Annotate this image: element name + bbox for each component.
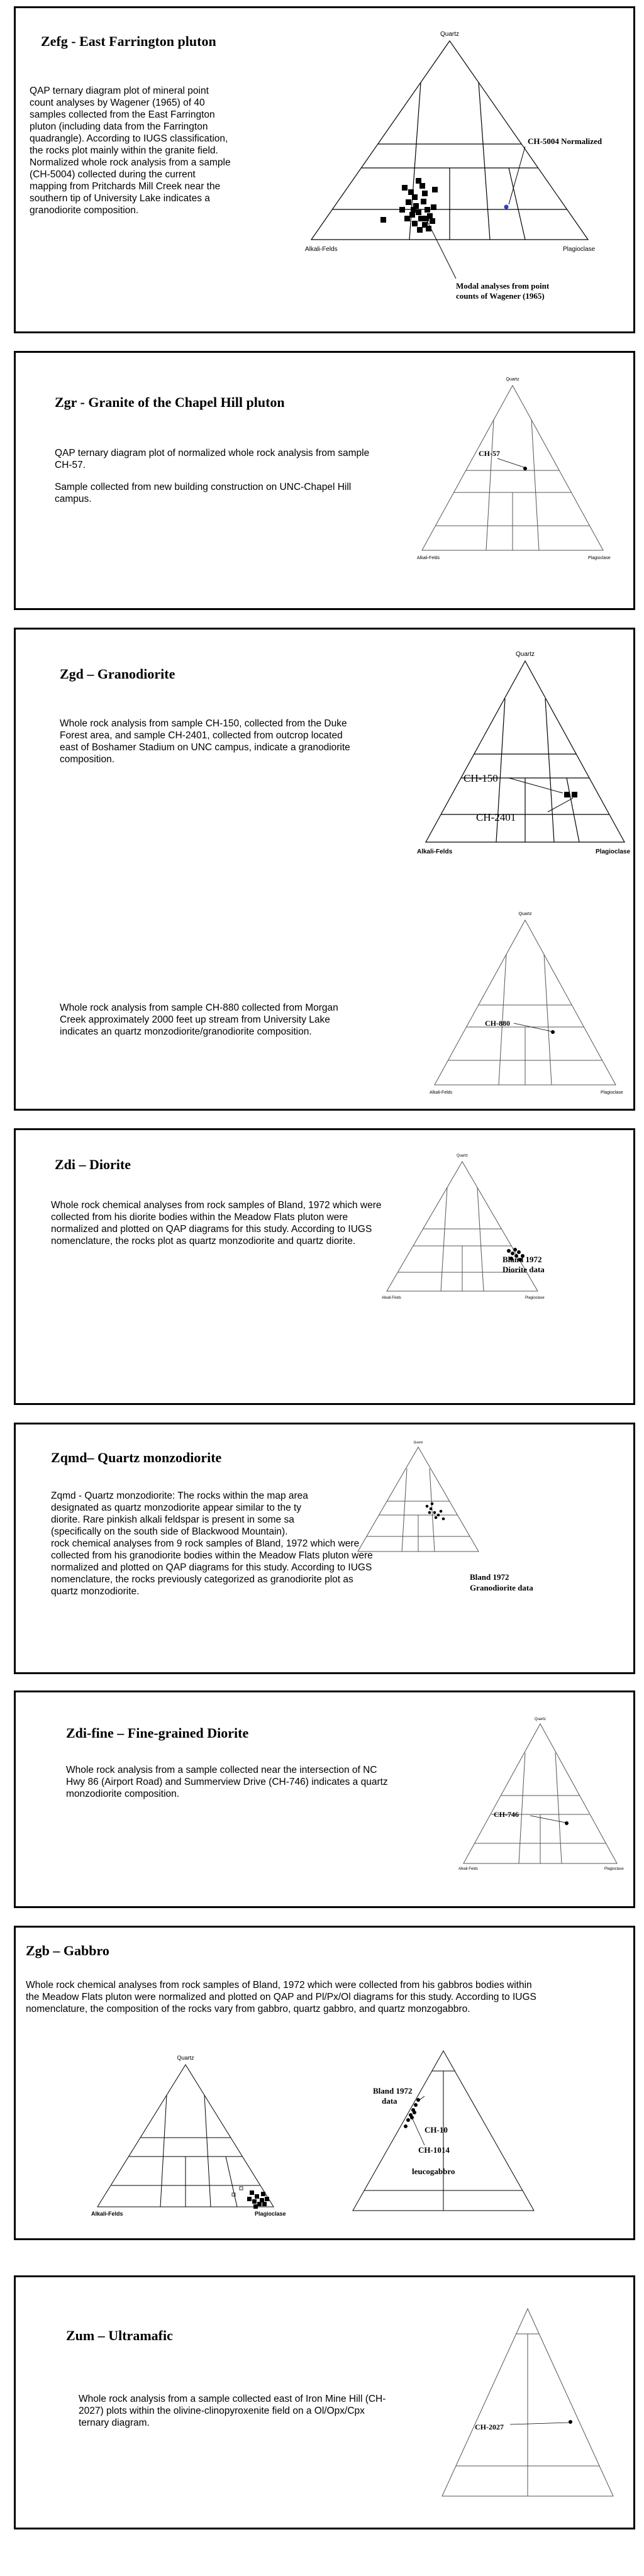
plagioclase-label: Plagioclase bbox=[563, 246, 596, 253]
qap-ternary-diagram bbox=[406, 372, 619, 560]
ch-150-label: CH-150 bbox=[464, 772, 498, 784]
ch-10-label: CH-10 bbox=[425, 2125, 448, 2135]
alkali-felds-label: Alkali-Felds bbox=[417, 848, 453, 855]
plagioclase-label: Plagioclase bbox=[255, 2211, 286, 2217]
panel-ultramafic bbox=[14, 2275, 635, 2529]
panel-description bbox=[26, 1979, 539, 2025]
gabbro-qap-points bbox=[247, 2190, 269, 2209]
ch-1014-label: CH-1014 bbox=[418, 2145, 450, 2155]
description-text: Whole rock chemical analyses from rock samples of Bland, 1972 which were collected from his gabbros bodies within the Meadow Flats pluton were normalized and plotted on QAP and Pl/Px/Ol diagrams for this study. According to IUGS nomenclature, the composition of the rocks vary from gabbro, quartz gabbro, and quartz monzogabbro. bbox=[26, 1980, 536, 2014]
ch-150-point bbox=[564, 792, 570, 797]
description-line-1: Zqmd - Quartz monzodiorite: The rocks within the map area bbox=[51, 1491, 308, 1501]
panel-description bbox=[30, 85, 231, 226]
plagioclase-label: Plagioclase bbox=[601, 1091, 623, 1095]
alkali-felds-label: Alkali-Felds bbox=[305, 246, 338, 253]
panel-title: Zum – Ultramafic bbox=[66, 2328, 173, 2343]
panel-granodiorite bbox=[14, 628, 635, 1111]
panel-description bbox=[55, 447, 382, 515]
description-text-2: Whole rock analysis from sample CH-880 collected from Morgan Creek approximately 2000 feet up stream from University Lake indicates an quartz monzodiorite/granodiorite composition. bbox=[60, 1002, 338, 1037]
panel-title: Zgr - Granite of the Chapel Hill pluton bbox=[55, 394, 285, 410]
panel-chapel-hill-granite bbox=[14, 351, 635, 610]
modal-callout-line2: counts of Wagener (1965) bbox=[456, 291, 545, 301]
plagioclase-label: Plagioclase bbox=[525, 1296, 545, 1300]
ch-2401-label: CH-2401 bbox=[476, 811, 516, 823]
ch-2027-point bbox=[569, 2420, 572, 2424]
panel-description-bottom bbox=[60, 1002, 362, 1048]
ch-5004-callout: CH-5004 Normalized bbox=[528, 136, 602, 146]
panel-title: Zefg - East Farrington pluton bbox=[41, 33, 216, 49]
quartz-label: Quartz bbox=[515, 651, 535, 658]
quartz-label: Quartz bbox=[440, 31, 460, 38]
quartz-label: Quartz bbox=[534, 1718, 547, 1721]
description-text: Whole rock analysis from a sample collected east of Iron Mine Hill (CH-2027) plots within the olivine-clinopyroxenite field on a Ol/Opx/Cpx ternary diagram. bbox=[79, 2394, 386, 2428]
qap-ternary-diagram bbox=[349, 1438, 494, 1564]
panel-title: Zqmd– Quartz monzodiorite bbox=[51, 1450, 222, 1465]
modal-callout-line1: Modal analyses from point bbox=[456, 281, 550, 291]
plagioclase-label: Plagioclase bbox=[596, 848, 631, 855]
ch-2027-label: CH-2027 bbox=[475, 2423, 504, 2431]
panel-title: Zgd – Granodiorite bbox=[60, 666, 175, 682]
panel-fine-grained-diorite bbox=[14, 1690, 635, 1908]
bland-callout bbox=[470, 1572, 533, 1593]
alkali-felds-label: Alkali-Felds bbox=[382, 1296, 402, 1300]
leucogabbro-label: leucogabbro bbox=[412, 2167, 455, 2176]
panel-title: Zgb – Gabbro bbox=[26, 1943, 109, 1958]
description-text-1: Whole rock analysis from sample CH-150, collected from the Duke Forest area, and sample CH-2401, collected from outcrop located east of Boshamer Stadium on UNC campus, indicate a granodiorite composition. bbox=[60, 718, 350, 765]
description-text: Whole rock analysis from a sample collected near the intersection of NC Hwy 86 (Airport Road) and Summerview Drive (CH-746) indicates a quartz monzodiorite composition. bbox=[66, 1765, 388, 1799]
ch-880-point bbox=[551, 1030, 555, 1034]
alkali-felds-label: Alkali-Felds bbox=[417, 556, 440, 560]
panel-east-farrington bbox=[14, 6, 635, 333]
plagioclase-label: Plagioclase bbox=[604, 1867, 624, 1871]
panel-description bbox=[79, 2393, 393, 2439]
description-text: Whole rock chemical analyses from rock samples of Bland, 1972 which were collected from his diorite bodies within the Meadow Flats pluton were normalized and plotted on QAP diagrams for this study. According to IUGS nomenclature, the rocks plot as quartz monzodiorite and quartz diorite. bbox=[51, 1200, 382, 1246]
ch-746-point bbox=[565, 1821, 569, 1825]
quartz-label: Quartz bbox=[413, 1441, 423, 1445]
alkali-felds-label: Alkali-Felds bbox=[458, 1867, 479, 1871]
qap-ternary-diagram-bottom bbox=[418, 906, 632, 1095]
panel-gabbro bbox=[14, 1926, 635, 2240]
description-line-3: diorite. Rare pinkish alkali feldspar is present in some sa bbox=[51, 1514, 294, 1525]
qap-ternary-diagram bbox=[267, 21, 632, 301]
qap-ternary-diagram bbox=[456, 1715, 626, 1872]
granodiorite-data-points bbox=[426, 1502, 445, 1521]
panel-description-top bbox=[60, 718, 362, 775]
panel-title: Zdi-fine – Fine-grained Diorite bbox=[66, 1725, 249, 1741]
panel-description bbox=[66, 1764, 393, 1810]
qap-ternary-diagram-top bbox=[406, 642, 632, 856]
panel-quartz-monzodiorite bbox=[14, 1423, 635, 1674]
description-text-2: Sample collected from new building construction on UNC-Chapel Hill campus. bbox=[55, 482, 352, 504]
alkali-felds-label: Alkali-Felds bbox=[91, 2211, 123, 2217]
description-text: QAP ternary diagram plot of mineral point count analyses by Wagener (1965) of 40 samples collected from the East Farrington pluton (including data from the Farrington quadrangle). According to IUGS classification, the rocks plot mainly within the granite field. Normalized whole rock analysis from a sample (CH-5004) collected during the current mapping from Pritchards Mill Creek near the southern tip of University Lake indicates a granodiorite composition. bbox=[30, 86, 231, 216]
quartz-label: Quartz bbox=[177, 2055, 194, 2061]
bland-callout-line1: Bland 1972 bbox=[373, 2086, 413, 2096]
gabbro-plpxol-points bbox=[404, 2098, 420, 2128]
ol-opx-cpx-ternary-diagram bbox=[431, 2296, 626, 2510]
ch-57-label: CH-57 bbox=[479, 449, 500, 458]
bland-callout-line2: Diorite data bbox=[502, 1265, 545, 1274]
ch-2401-point bbox=[572, 792, 577, 797]
panel-description bbox=[51, 1199, 391, 1257]
description-line-5: rock chemical analyses from 9 rock samples of Bland, 1972 which were collected from his granodiorite bodies within the Meadow Flats pluton were normalized and plotted on QAP diagrams for this study. According to IUGS nomenclature, the rocks previously categorized as granodiorite plot as quartz monzodiorite. bbox=[51, 1538, 373, 1597]
pl-px-ol-ternary-diagram bbox=[330, 2040, 557, 2228]
panel-diorite bbox=[14, 1128, 635, 1405]
bland-callout-line2: data bbox=[382, 2096, 397, 2106]
ch-746-label: CH-746 bbox=[494, 1810, 519, 1819]
description-line-4: (specifically on the south side of Blackwood Mountain). bbox=[51, 1526, 288, 1537]
bland-callout-line1: Bland 1972 bbox=[470, 1572, 509, 1582]
bland-callout-line2: Granodiorite data bbox=[470, 1583, 533, 1592]
quartz-label: Quartz bbox=[518, 912, 532, 916]
ch-5004-point bbox=[504, 205, 509, 209]
ch-880-label: CH-880 bbox=[485, 1019, 510, 1028]
description-text-1: QAP ternary diagram plot of normalized whole rock analysis from sample CH-57. bbox=[55, 448, 370, 470]
qap-ternary-diagram bbox=[374, 1149, 563, 1306]
bland-callout-line1: Bland 1972 bbox=[502, 1255, 542, 1264]
panel-title: Zdi – Diorite bbox=[55, 1157, 131, 1172]
quartz-label: Quartz bbox=[506, 377, 519, 382]
quartz-label: Quartz bbox=[456, 1154, 469, 1158]
alkali-felds-label: Alkali-Felds bbox=[430, 1091, 453, 1095]
description-line-2: designated as quartz monzodiorite appear similar to the ty bbox=[51, 1502, 302, 1513]
qap-ternary-diagram bbox=[72, 2051, 299, 2221]
plagioclase-label: Plagioclase bbox=[588, 556, 611, 560]
